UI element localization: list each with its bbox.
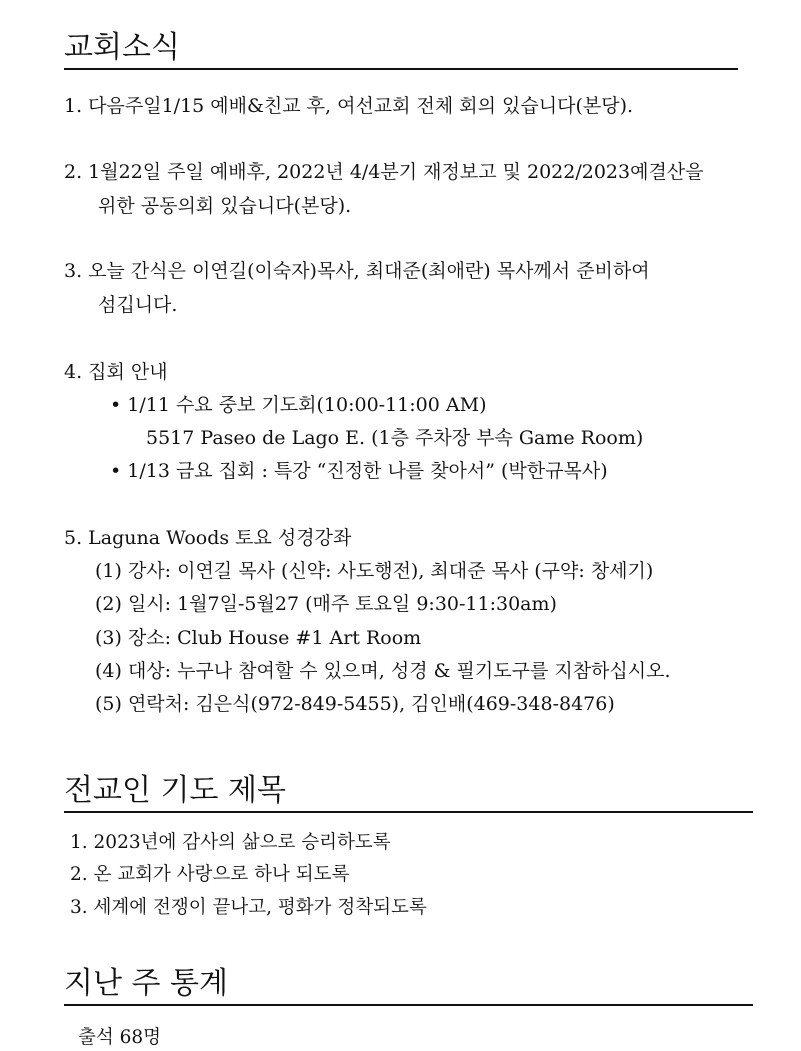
stats-rule: [64, 1004, 753, 1006]
news-item-3-line-1: 3. 오늘 간식은 이연길(이숙자)목사, 최대준(최애란) 목사께서 준비하여: [64, 260, 650, 282]
bible-class-contact: (5) 연락처: 김은식(972-849-5455), 김인배(469-348-8476): [95, 693, 615, 715]
attendance-count: 출석 68명: [78, 1027, 162, 1048]
bible-class-location: (3) 장소: Club House #1 Art Room: [95, 627, 422, 649]
meeting-bullet-2: • 1/13 금요 집회 : 특강 “진정한 나를 찾아서” (박한규목사): [110, 460, 608, 482]
stats-title: 지난 주 통계: [64, 966, 228, 1001]
prayer-item-2: 2. 온 교회가 사랑으로 하나 되도록: [70, 864, 350, 885]
news-item-2-line-1: 2. 1월22일 주일 예배후, 2022년 4/4분기 재정보고 및 2022/2023예결산을: [64, 161, 704, 183]
news-item-5-title: 5. Laguna Woods 토요 성경강좌: [64, 527, 352, 549]
news-item-4-title: 4. 집회 안내: [64, 361, 168, 383]
news-item-2-line-2: 위한 공동의회 있습니다(본당).: [98, 195, 352, 217]
prayer-item-1: 1. 2023년에 감사의 삶으로 승리하도록: [70, 832, 391, 853]
bible-class-instructor: (1) 강사: 이연길 목사 (신약: 사도행전), 최대준 목사 (구약: 창세기): [95, 560, 654, 582]
meeting-bullet-1: • 1/11 수요 중보 기도회(10:00-11:00 AM): [110, 394, 487, 416]
prayer-rule: [64, 811, 753, 813]
news-item-3-line-2: 섬깁니다.: [98, 294, 178, 316]
bible-class-schedule: (2) 일시: 1월7일-5월27 (매주 토요일 9:30-11:30am): [95, 593, 557, 615]
prayer-title: 전교인 기도 제목: [64, 773, 286, 808]
meeting-bullet-1-location: 5517 Paseo de Lago E. (1층 주차장 부속 Game Room): [146, 427, 644, 449]
church-news-rule: [64, 68, 738, 70]
news-item-1: 1. 다음주일1/15 예배&친교 후, 여선교회 전체 회의 있습니다(본당).: [64, 95, 634, 117]
prayer-item-3: 3. 세계에 전쟁이 끝나고, 평화가 정착되도록: [70, 897, 427, 918]
bible-class-audience: (4) 대상: 누구나 참여할 수 있으며, 성경 & 필기도구를 지참하십시오.: [95, 660, 671, 682]
church-news-title: 교회소식: [64, 30, 180, 65]
